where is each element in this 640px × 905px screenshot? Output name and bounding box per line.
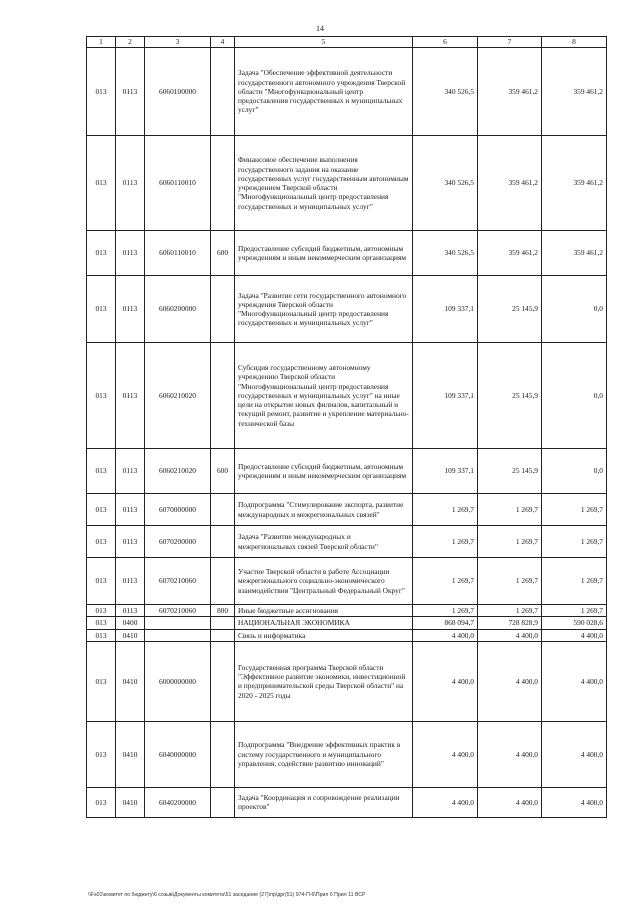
amount-year2-cell: 25 145,9 <box>478 343 542 449</box>
amount-year3-cell: 0,0 <box>542 276 607 343</box>
amount-year2-cell: 1 269,7 <box>478 558 542 605</box>
ministry-code-cell: 013 <box>87 721 116 787</box>
header-col-6: 6 <box>413 37 478 48</box>
ministry-code-cell: 013 <box>87 629 116 641</box>
amount-year2-cell: 1 269,7 <box>478 605 542 617</box>
amount-year1-cell: 868 094,7 <box>413 617 478 629</box>
expense-type-cell <box>211 276 235 343</box>
target-code-cell: 6060110010 <box>145 136 211 231</box>
ministry-code-cell: 013 <box>87 276 116 343</box>
amount-year1-cell: 1 269,7 <box>413 494 478 526</box>
header-col-5: 5 <box>235 37 413 48</box>
table-row <box>87 617 607 629</box>
expense-type-cell <box>211 136 235 231</box>
amount-year1-cell: 4 400,0 <box>413 787 478 817</box>
item-name-cell: Задача "Развитие международных и межрегиональных связей Тверской области" <box>235 526 413 558</box>
target-code-cell: 6000000000 <box>145 641 211 721</box>
target-code-cell: 6040000000 <box>145 721 211 787</box>
item-name-cell: Финансовое обеспечение выполнения государственного задания на оказание государственных услуг государственным автономным учреждением Тверской области "Многофункциональный центр предоставления государственных и муниципальных услуг" <box>235 136 413 231</box>
file-path-footer: \\Fs01\комитет по бюджету\6 созыв\Документы комитета\51 заседание (27)\пр\дрг(51) 974-П-6\Прил 6 Прил 11 ВСР <box>88 892 366 898</box>
expense-type-cell: 600 <box>211 231 235 276</box>
amount-year1-cell: 1 269,7 <box>413 526 478 558</box>
section-code-cell: 0113 <box>116 558 145 605</box>
ministry-code-cell: 013 <box>87 641 116 721</box>
amount-year3-cell: 590 028,6 <box>542 617 607 629</box>
table-row <box>87 231 607 276</box>
ministry-code-cell: 013 <box>87 494 116 526</box>
ministry-code-cell: 013 <box>87 617 116 629</box>
item-name-cell: Задача "Обеспечение эффективной деятельности государственного автономного учреждения Тверской области "Многофункциональный центр предоставления государственных и муниципальных услуг" <box>235 48 413 136</box>
table-row <box>87 787 607 817</box>
item-name-cell: Задача "Развитие сети государственного автономного учреждения Тверской области "Многофункциональный центр предоставления государственных и муниципальных услуг" <box>235 276 413 343</box>
target-code-cell: 6060200000 <box>145 276 211 343</box>
expense-type-cell <box>211 343 235 449</box>
section-code-cell: 0410 <box>116 787 145 817</box>
target-code-cell: 6060110010 <box>145 231 211 276</box>
target-code-cell: 6070210060 <box>145 605 211 617</box>
amount-year3-cell: 1 269,7 <box>542 494 607 526</box>
amount-year3-cell: 359 461,2 <box>542 48 607 136</box>
amount-year2-cell: 4 400,0 <box>478 721 542 787</box>
target-code-cell: 6070210060 <box>145 558 211 605</box>
ministry-code-cell: 013 <box>87 787 116 817</box>
ministry-code-cell: 013 <box>87 526 116 558</box>
amount-year2-cell: 25 145,9 <box>478 276 542 343</box>
table-row <box>87 526 607 558</box>
item-name-cell: Иные бюджетные ассигнования <box>235 605 413 617</box>
item-name-cell: Предоставление субсидий бюджетным, автономным учреждениям и иным некоммерческим организациям <box>235 231 413 276</box>
amount-year1-cell: 1 269,7 <box>413 605 478 617</box>
section-code-cell: 0400 <box>116 617 145 629</box>
section-code-cell: 0113 <box>116 343 145 449</box>
expense-type-cell <box>211 721 235 787</box>
section-code-cell: 0113 <box>116 48 145 136</box>
table-row <box>87 558 607 605</box>
expense-type-cell <box>211 526 235 558</box>
expense-type-cell <box>211 48 235 136</box>
section-code-cell: 0113 <box>116 231 145 276</box>
amount-year2-cell: 4 400,0 <box>478 641 542 721</box>
table-row <box>87 48 607 136</box>
amount-year1-cell: 4 400,0 <box>413 641 478 721</box>
amount-year3-cell: 1 269,7 <box>542 605 607 617</box>
section-code-cell: 0113 <box>116 449 145 494</box>
target-code-cell: 6070000000 <box>145 494 211 526</box>
expense-type-cell <box>211 629 235 641</box>
amount-year3-cell: 359 461,2 <box>542 136 607 231</box>
ministry-code-cell: 013 <box>87 449 116 494</box>
amount-year2-cell: 4 400,0 <box>478 787 542 817</box>
item-name-cell: НАЦИОНАЛЬНАЯ ЭКОНОМИКА <box>235 617 413 629</box>
amount-year3-cell: 4 400,0 <box>542 629 607 641</box>
ministry-code-cell: 013 <box>87 343 116 449</box>
section-code-cell: 0410 <box>116 721 145 787</box>
amount-year2-cell: 4 400,0 <box>478 629 542 641</box>
amount-year3-cell: 0,0 <box>542 343 607 449</box>
section-code-cell: 0410 <box>116 629 145 641</box>
expense-type-cell <box>211 787 235 817</box>
target-code-cell <box>145 617 211 629</box>
table-row <box>87 494 607 526</box>
table-row <box>87 605 607 617</box>
header-col-3: 3 <box>145 37 211 48</box>
expense-type-cell <box>211 558 235 605</box>
amount-year1-cell: 4 400,0 <box>413 629 478 641</box>
amount-year1-cell: 109 337,1 <box>413 343 478 449</box>
item-name-cell: Подпрограмма "Внедрение эффективных практик в систему государственного и муниципального управления, содействие развитию инноваций" <box>235 721 413 787</box>
target-code-cell: 6060210020 <box>145 343 211 449</box>
budget-table <box>86 36 607 818</box>
amount-year2-cell: 359 461,2 <box>478 231 542 276</box>
amount-year3-cell: 4 400,0 <box>542 787 607 817</box>
amount-year1-cell: 340 526,5 <box>413 136 478 231</box>
amount-year2-cell: 728 828,9 <box>478 617 542 629</box>
ministry-code-cell: 013 <box>87 558 116 605</box>
item-name-cell: Государственная программа Тверской области "Эффективное развитие экономики, инвестиционной и предпринимательской среды Тверской области" на 2020 - 2025 годы <box>235 641 413 721</box>
amount-year3-cell: 0,0 <box>542 449 607 494</box>
item-name-cell: Предоставление субсидий бюджетным, автономным учреждениям и иным некоммерческим организациям <box>235 449 413 494</box>
expense-type-cell: 800 <box>211 605 235 617</box>
ministry-code-cell: 013 <box>87 48 116 136</box>
amount-year2-cell: 1 269,7 <box>478 526 542 558</box>
amount-year3-cell: 359 461,2 <box>542 231 607 276</box>
table-row <box>87 343 607 449</box>
table-row <box>87 721 607 787</box>
amount-year1-cell: 109 337,1 <box>413 276 478 343</box>
section-code-cell: 0113 <box>116 136 145 231</box>
expense-type-cell <box>211 494 235 526</box>
amount-year2-cell: 25 145,9 <box>478 449 542 494</box>
amount-year1-cell: 340 526,5 <box>413 231 478 276</box>
header-col-1: 1 <box>87 37 116 48</box>
item-name-cell: Субсидия государственному автономному учреждению Тверской области "Многофункциональный центр предоставления государственных и муниципальных услуг" на иные цели на открытие новых филиалов, капитальный и текущий ремонт, развитие и укрепление материально-технической базы <box>235 343 413 449</box>
target-code-cell: 6070200000 <box>145 526 211 558</box>
ministry-code-cell: 013 <box>87 231 116 276</box>
header-col-4: 4 <box>211 37 235 48</box>
expense-type-cell <box>211 641 235 721</box>
amount-year1-cell: 1 269,7 <box>413 558 478 605</box>
amount-year3-cell: 4 400,0 <box>542 721 607 787</box>
target-code-cell: 6060100000 <box>145 48 211 136</box>
table-row <box>87 641 607 721</box>
amount-year3-cell: 1 269,7 <box>542 558 607 605</box>
amount-year3-cell: 1 269,7 <box>542 526 607 558</box>
expense-type-cell <box>211 617 235 629</box>
table-row <box>87 449 607 494</box>
item-name-cell: Задача "Координация и сопровождение реализации проектов" <box>235 787 413 817</box>
expense-type-cell: 600 <box>211 449 235 494</box>
target-code-cell <box>145 629 211 641</box>
table-row <box>87 276 607 343</box>
amount-year1-cell: 4 400,0 <box>413 721 478 787</box>
item-name-cell: Подпрограмма "Стимулирование экспорта, развитие международных и межрегиональных связей" <box>235 494 413 526</box>
target-code-cell: 6040200000 <box>145 787 211 817</box>
page-number: 14 <box>316 24 324 33</box>
header-col-2: 2 <box>116 37 145 48</box>
amount-year2-cell: 1 269,7 <box>478 494 542 526</box>
section-code-cell: 0113 <box>116 605 145 617</box>
amount-year2-cell: 359 461,2 <box>478 48 542 136</box>
item-name-cell: Участие Тверской области в работе Ассоциации межрегионального социально-экономического взаимодействия "Центральный Федеральный Округ" <box>235 558 413 605</box>
header-row <box>87 37 607 48</box>
table-row <box>87 629 607 641</box>
section-code-cell: 0113 <box>116 276 145 343</box>
section-code-cell: 0113 <box>116 526 145 558</box>
amount-year1-cell: 109 337,1 <box>413 449 478 494</box>
section-code-cell: 0113 <box>116 494 145 526</box>
ministry-code-cell: 013 <box>87 605 116 617</box>
amount-year3-cell: 4 400,0 <box>542 641 607 721</box>
amount-year2-cell: 359 461,2 <box>478 136 542 231</box>
header-col-7: 7 <box>478 37 542 48</box>
table-row <box>87 136 607 231</box>
target-code-cell: 6060210020 <box>145 449 211 494</box>
ministry-code-cell: 013 <box>87 136 116 231</box>
section-code-cell: 0410 <box>116 641 145 721</box>
amount-year1-cell: 340 526,5 <box>413 48 478 136</box>
item-name-cell: Связь и информатика <box>235 629 413 641</box>
header-col-8: 8 <box>542 37 607 48</box>
